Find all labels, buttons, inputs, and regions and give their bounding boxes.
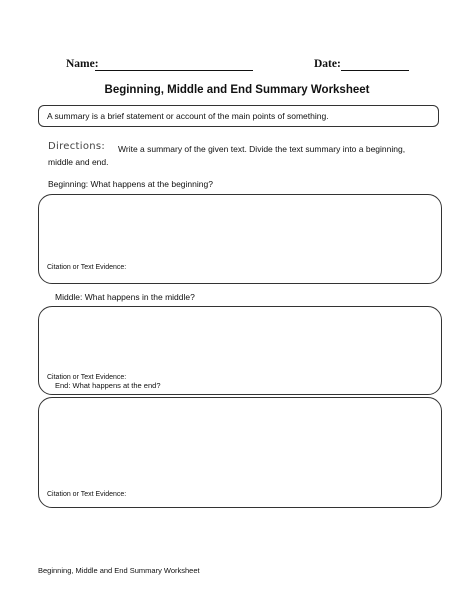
footer-text: Beginning, Middle and End Summary Worksheet [38,566,200,575]
definition-text: A summary is a brief statement or account of the main points of something. [47,111,329,121]
middle-prompt: Middle: What happens in the middle? [55,292,195,302]
name-label: Name: [66,58,99,70]
name-line[interactable] [95,70,253,71]
date-label: Date: [314,58,341,70]
directions-line-2: middle and end. [48,157,109,167]
end-prompt: End: What happens at the end? [55,381,161,390]
beginning-prompt: Beginning: What happens at the beginning? [48,179,213,189]
directions-line-1: Write a summary of the given text. Divide the text summary into a beginning, [118,144,406,154]
end-evidence-label: Citation or Text Evidence: [47,491,127,498]
directions-label: Directions: [48,141,106,152]
worksheet-title: Beginning, Middle and End Summary Worksheet [104,84,370,96]
beginning-evidence-label: Citation or Text Evidence: [47,264,127,271]
middle-evidence-label: Citation or Text Evidence: [47,374,127,381]
definition-box [38,105,439,127]
end-answer-box[interactable] [38,397,442,508]
date-line[interactable] [341,70,409,71]
beginning-answer-box[interactable] [38,194,442,284]
